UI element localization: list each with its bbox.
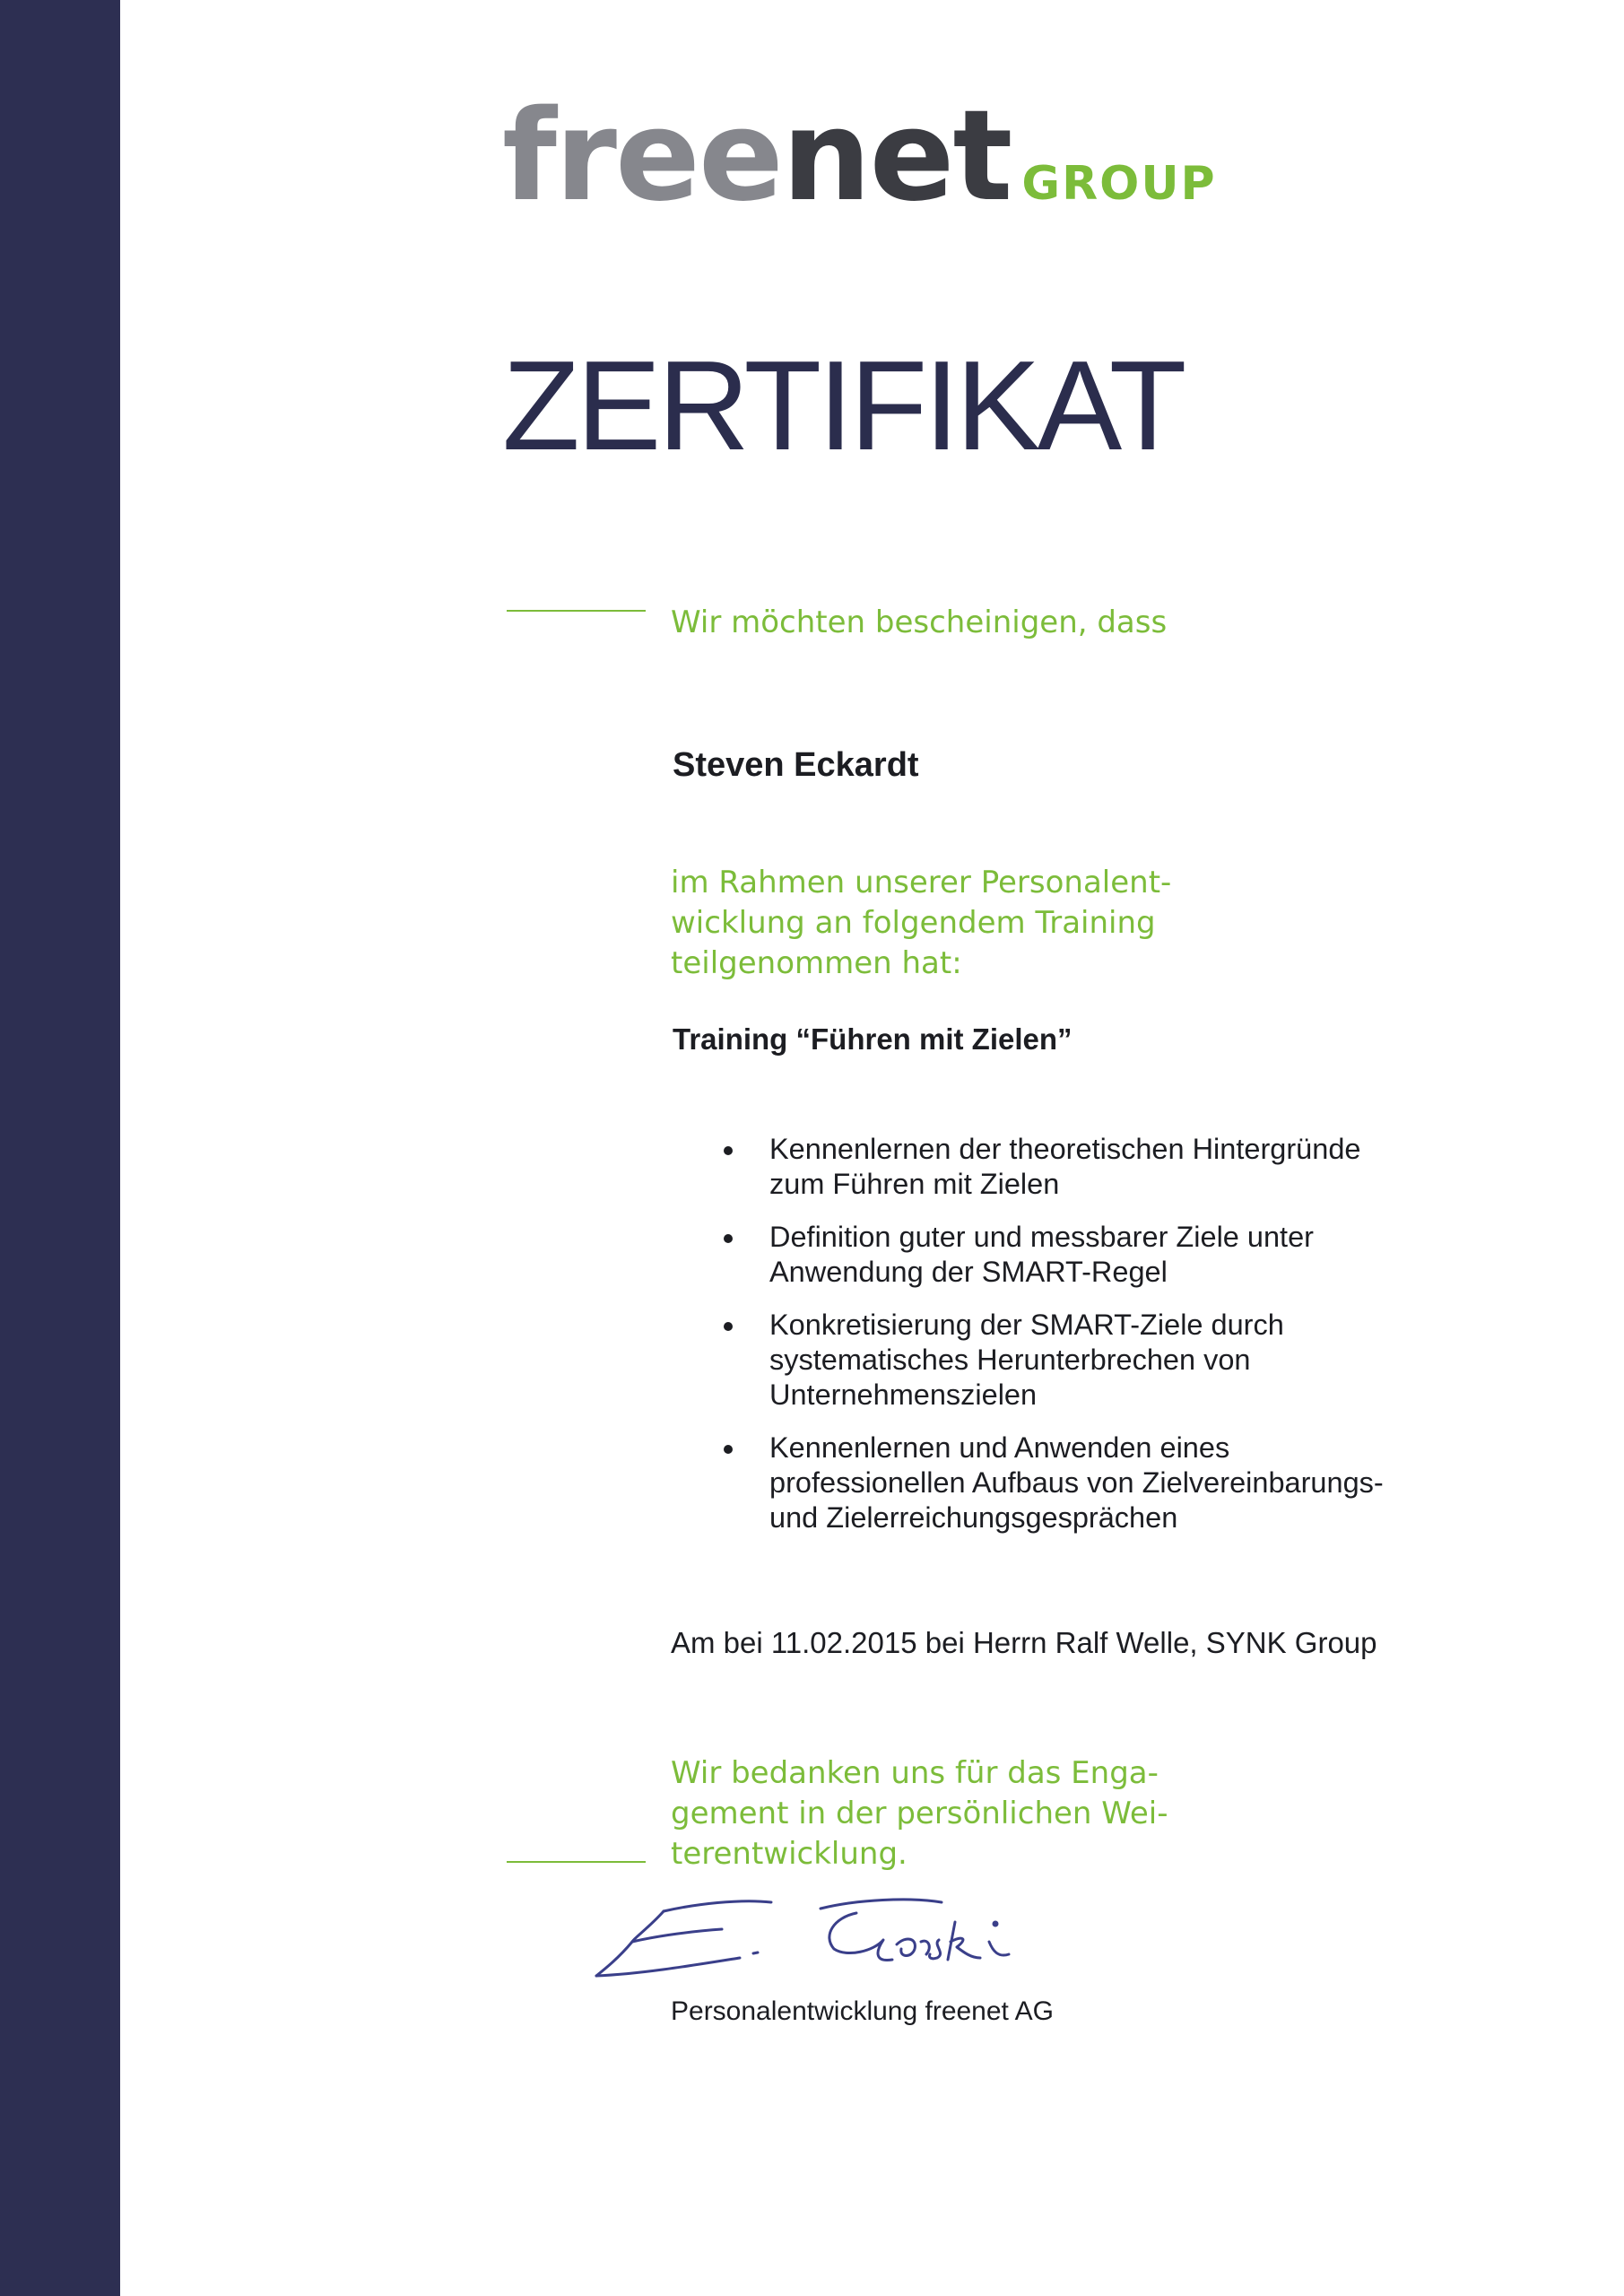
- topic-line: Definition guter und messbarer Ziele unter: [769, 1221, 1314, 1253]
- topic-line: systematisches Herunterbrechen von: [769, 1344, 1251, 1376]
- freenet-group-logo: [502, 83, 1217, 230]
- logo-net-text: net: [781, 83, 1012, 230]
- list-item: [717, 1308, 1435, 1413]
- topic-line: Kennenlernen und Anwenden eines: [769, 1431, 1230, 1464]
- topic-line: Konkretisierung der SMART-Ziele durch: [769, 1309, 1284, 1341]
- training-intro-line: im Rahmen unserer Personalent-: [671, 865, 1172, 900]
- green-divider-bottom: [507, 1861, 646, 1863]
- training-intro-text: [671, 863, 1173, 984]
- thanks-line: gement in der persönlichen Wei-: [671, 1796, 1168, 1831]
- thanks-line: terentwicklung.: [671, 1836, 908, 1872]
- list-item: [717, 1220, 1435, 1290]
- certificate-title: ZERTIFIKAT: [502, 335, 1184, 477]
- topic-line: zum Führen mit Zielen: [769, 1168, 1060, 1200]
- topic-line: professionellen Aufbaus von Zielvereinbarungs-: [769, 1466, 1384, 1499]
- thanks-text: [671, 1753, 1173, 1874]
- training-intro-line: wicklung an folgendem Training: [671, 905, 1156, 941]
- list-item: [717, 1132, 1435, 1202]
- signature-caption: Personalentwicklung freenet AG: [671, 1996, 1054, 2026]
- training-intro-line: teilgenommen hat:: [671, 945, 962, 981]
- training-topics-list: [717, 1132, 1435, 1553]
- list-item: [717, 1431, 1435, 1535]
- training-title: Training “Führen mit Zielen”: [673, 1022, 1073, 1056]
- logo-free-text: free: [502, 83, 782, 230]
- logo-group-text: GROUP: [1021, 157, 1217, 211]
- intro-text: Wir möchten bescheinigen, dass: [671, 604, 1168, 640]
- recipient-name: Steven Eckardt: [673, 746, 919, 784]
- topic-line: Unternehmenszielen: [769, 1378, 1038, 1411]
- date-and-trainer: Am bei 11.02.2015 bei Herrn Ralf Welle, SYNK Group: [671, 1626, 1377, 1659]
- topic-line: Anwendung der SMART-Regel: [769, 1256, 1168, 1288]
- green-divider-top: [507, 610, 646, 612]
- left-navy-band: [0, 0, 120, 2296]
- topic-line: Kennenlernen der theoretischen Hintergründe: [769, 1133, 1361, 1165]
- topic-line: und Zielerreichungsgesprächen: [769, 1501, 1178, 1534]
- handwritten-signature: [587, 1886, 1090, 1994]
- thanks-line: Wir bedanken uns für das Enga-: [671, 1755, 1159, 1791]
